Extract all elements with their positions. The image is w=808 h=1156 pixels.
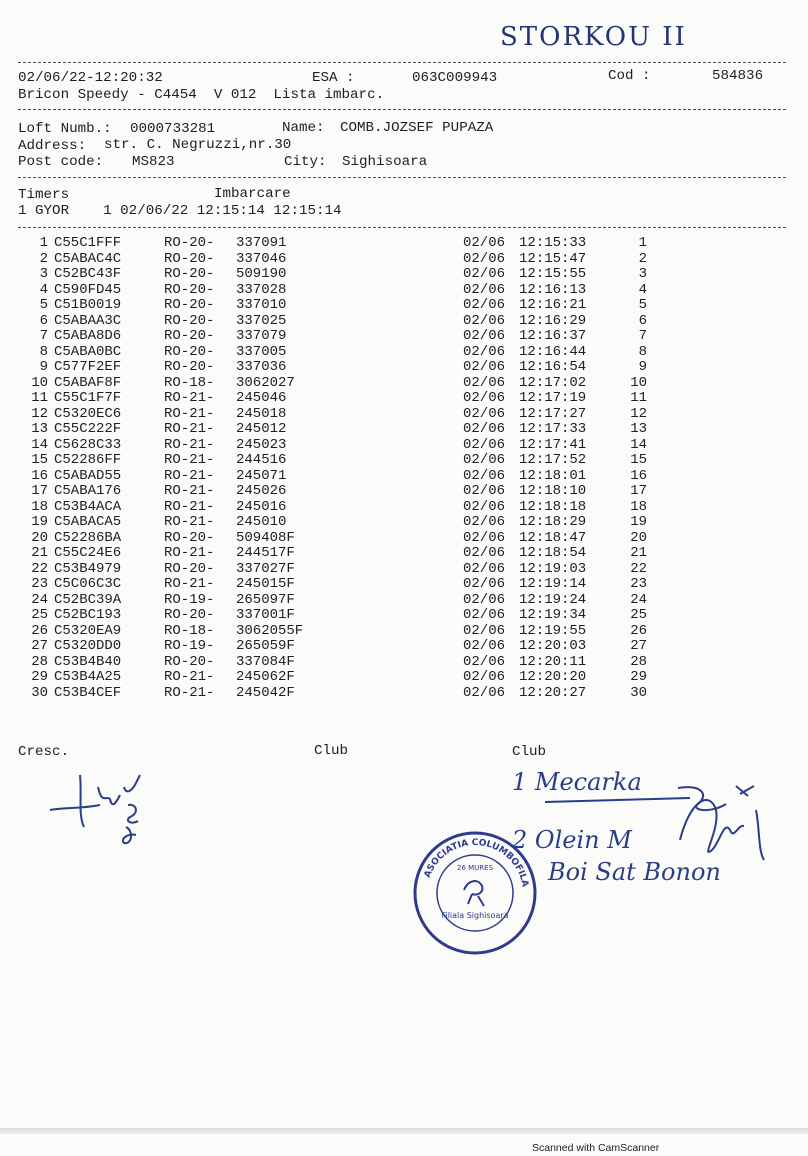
rank-number: 21: [630, 545, 647, 561]
arrival-time: 12:19:14: [519, 576, 587, 592]
arrival-date: 02/06: [463, 250, 506, 267]
rank-number: 25: [630, 607, 647, 623]
bird-row: [20, 500, 647, 516]
rank-number: 20: [630, 529, 647, 546]
arrival-time: 12:17:02: [519, 374, 587, 391]
rank-number: 26: [630, 622, 647, 639]
city-label: City:: [284, 154, 327, 170]
rank-number: 11: [630, 390, 647, 406]
stamp-inner-text: Filiala Sighisoara: [441, 911, 509, 920]
stamp-top-text: 26 MURES: [456, 864, 494, 872]
bird-row: [20, 531, 647, 547]
rank-number: 23: [630, 576, 647, 592]
chip-id: C5ABA176: [54, 483, 122, 499]
bird-row: [20, 298, 647, 314]
arrival-date: 02/06: [463, 591, 506, 608]
bird-row: [20, 422, 647, 438]
rank-number: 1: [638, 235, 647, 251]
arrival-date: 02/06: [463, 622, 506, 639]
bird-row: [20, 484, 647, 500]
arrival-date: 02/06: [463, 297, 506, 313]
cod-label: Cod :: [608, 68, 651, 84]
bird-number: 13: [31, 421, 48, 437]
chip-id: C53B4CEF: [54, 684, 122, 701]
chip-id: C55C1F7F: [54, 390, 122, 406]
bird-number: 27: [31, 638, 48, 654]
arrival-time: 12:20:03: [519, 638, 587, 654]
rank-number: 12: [630, 405, 647, 422]
arrival-date: 02/06: [463, 359, 506, 375]
chip-id: C590FD45: [54, 281, 122, 298]
arrival-time: 12:16:44: [519, 343, 587, 360]
chip-id: C577F2EF: [54, 359, 122, 375]
cresc-label: Cresc.: [18, 744, 70, 760]
ring-prefix: RO-21-: [164, 684, 215, 701]
ring-number: 509190: [236, 266, 287, 282]
club-signature-line-1: 1 Mecarka: [512, 768, 642, 796]
ring-number: 245015F: [236, 576, 295, 592]
bird-number: 24: [31, 591, 48, 608]
ring-prefix: RO-20-: [164, 359, 215, 375]
city-value: Sighisoara: [342, 154, 428, 170]
scan-edge: [0, 1128, 808, 1134]
ring-prefix: RO-20-: [164, 297, 215, 313]
chip-id: C52286BA: [54, 529, 122, 546]
arrival-date: 02/06: [463, 343, 506, 360]
address-label: Address:: [18, 138, 87, 154]
chip-id: C53B4B40: [54, 653, 122, 670]
club-signature-scribble: [660, 780, 780, 880]
bird-row: [20, 655, 647, 671]
arrival-time: 12:16:21: [519, 297, 587, 313]
ring-number: 245071: [236, 467, 287, 484]
ring-prefix: RO-20-: [164, 653, 215, 670]
ring-number: 337091: [236, 235, 287, 251]
chip-id: C5320EA9: [54, 622, 122, 639]
rank-number: 18: [630, 498, 647, 515]
bird-number: 7: [39, 328, 48, 344]
rank-number: 3: [638, 266, 647, 282]
arrival-time: 12:17:33: [519, 421, 587, 437]
arrival-date: 02/06: [463, 374, 506, 391]
ring-prefix: RO-21-: [164, 498, 215, 515]
chip-id: C5ABA0BC: [54, 343, 122, 360]
separator-line: [18, 62, 786, 63]
arrival-time: 12:16:54: [519, 359, 587, 375]
ring-number: 245046: [236, 390, 287, 406]
ring-prefix: RO-21-: [164, 545, 215, 561]
arrival-date: 02/06: [463, 498, 506, 515]
ring-prefix: RO-21-: [164, 452, 215, 468]
ring-number: 244517F: [236, 545, 295, 561]
ring-prefix: RO-18-: [164, 374, 215, 391]
club-stamp: [412, 830, 538, 956]
arrival-date: 02/06: [463, 421, 506, 437]
ring-number: 245010: [236, 514, 287, 530]
ring-prefix: RO-20-: [164, 607, 215, 623]
ring-prefix: RO-20-: [164, 343, 215, 360]
bird-row: [20, 608, 647, 624]
arrival-date: 02/06: [463, 235, 506, 251]
arrival-time: 12:20:11: [519, 653, 587, 670]
arrival-date: 02/06: [463, 390, 506, 406]
ring-prefix: RO-20-: [164, 328, 215, 344]
arrival-date: 02/06: [463, 576, 506, 592]
ring-prefix: RO-21-: [164, 390, 215, 406]
ring-prefix: RO-21-: [164, 405, 215, 422]
bird-row: [20, 314, 647, 330]
bird-row: [20, 515, 647, 531]
bird-row: [20, 562, 647, 578]
ring-number: 337010: [236, 297, 287, 313]
postcode-value: MS823: [132, 154, 175, 170]
arrival-time: 12:19:34: [519, 607, 587, 623]
ring-number: 245012: [236, 421, 287, 437]
bird-number: 6: [39, 312, 48, 329]
cod-value: 584836: [712, 68, 764, 84]
arrival-date: 02/06: [463, 653, 506, 670]
ring-number: 245062F: [236, 669, 295, 685]
bird-number: 12: [31, 405, 48, 422]
rank-number: 7: [638, 328, 647, 344]
arrival-date: 02/06: [463, 467, 506, 484]
chip-id: C53B4A25: [54, 669, 122, 685]
ring-number: 337046: [236, 250, 287, 267]
bird-number: 16: [31, 467, 48, 484]
bird-number: 20: [31, 529, 48, 546]
rank-number: 9: [638, 359, 647, 375]
bird-number: 25: [31, 607, 48, 623]
name-label: Name:: [282, 120, 325, 136]
bird-row: [20, 546, 647, 562]
arrival-date: 02/06: [463, 545, 506, 561]
arrival-time: 12:18:47: [519, 529, 587, 546]
rank-number: 4: [638, 281, 647, 298]
bird-number: 9: [39, 359, 48, 375]
chip-id: C5320EC6: [54, 405, 122, 422]
arrival-time: 12:17:19: [519, 390, 587, 406]
chip-id: C5628C33: [54, 436, 122, 453]
bird-row: [20, 453, 647, 469]
club-label: Club: [512, 744, 547, 760]
ring-number: 337001F: [236, 607, 295, 623]
arrival-time: 12:15:55: [519, 266, 587, 282]
loft-label: Loft Numb.:: [18, 121, 112, 137]
bird-row: [20, 639, 647, 655]
bird-number: 17: [31, 483, 48, 499]
bird-row: [20, 376, 647, 392]
bird-number: 5: [39, 297, 48, 313]
bird-row: [20, 345, 647, 361]
arrival-time: 12:16:37: [519, 328, 587, 344]
chip-id: C5ABACA5: [54, 514, 122, 530]
scanner-note: Scanned with CamScanner: [532, 1142, 660, 1154]
chip-id: C5ABA8D6: [54, 328, 122, 344]
bird-number: 8: [39, 343, 48, 360]
arrival-date: 02/06: [463, 638, 506, 654]
bird-row: [20, 469, 647, 485]
bird-row: [20, 236, 647, 252]
arrival-date: 02/06: [463, 312, 506, 329]
rank-number: 6: [638, 312, 647, 329]
rank-number: 24: [630, 591, 647, 608]
arrival-date: 02/06: [463, 452, 506, 468]
arrival-time: 12:17:41: [519, 436, 587, 453]
rank-number: 10: [630, 374, 647, 391]
ring-number: 3062055F: [236, 622, 304, 639]
arrival-time: 12:18:29: [519, 514, 587, 530]
arrival-time: 12:19:03: [519, 560, 587, 577]
bird-row: [20, 329, 647, 345]
stamp-outer-text: ASOCIATIA COLUMBOFILA: [422, 837, 530, 888]
loft-number: 0000733281: [130, 121, 216, 137]
bird-row: [20, 670, 647, 686]
bird-row: [20, 252, 647, 268]
rank-number: 16: [630, 467, 647, 484]
bird-number: 29: [31, 669, 48, 685]
chip-id: C53B4979: [54, 560, 122, 577]
separator-line: [18, 177, 786, 178]
imbarcare-label: Imbarcare: [214, 186, 291, 202]
ring-prefix: RO-20-: [164, 266, 215, 282]
arrival-date: 02/06: [463, 328, 506, 344]
postcode-label: Post code:: [18, 154, 104, 170]
bird-number: 18: [31, 498, 48, 515]
arrival-time: 12:18:54: [519, 545, 587, 561]
arrival-time: 12:19:55: [519, 622, 587, 639]
arrival-time: 12:16:13: [519, 281, 587, 298]
ring-prefix: RO-21-: [164, 483, 215, 499]
bird-number: 22: [31, 560, 48, 577]
arrival-time: 12:18:10: [519, 483, 587, 499]
ring-prefix: RO-18-: [164, 622, 215, 639]
bird-number: 3: [39, 266, 48, 282]
bird-number: 30: [31, 684, 48, 701]
ring-number: 245023: [236, 436, 287, 453]
ring-number: 337025: [236, 312, 287, 329]
bird-number: 15: [31, 452, 48, 468]
bird-number: 11: [31, 390, 48, 406]
chip-id: C51B0019: [54, 297, 122, 313]
timer-row: 1 GYOR 1 02/06/22 12:15:14 12:15:14: [18, 203, 342, 219]
chip-id: C55C222F: [54, 421, 122, 437]
arrival-time: 12:17:27: [519, 405, 587, 422]
chip-id: C5ABAF8F: [54, 374, 122, 391]
ring-prefix: RO-21-: [164, 467, 215, 484]
arrival-time: 12:18:01: [519, 467, 587, 484]
basketing-list-table: [20, 236, 647, 701]
ring-prefix: RO-21-: [164, 421, 215, 437]
ring-number: 337028: [236, 281, 287, 298]
ring-prefix: RO-20-: [164, 281, 215, 298]
ring-number: 337005: [236, 343, 287, 360]
chip-id: C52BC39A: [54, 591, 122, 608]
bird-row: [20, 686, 647, 702]
ring-number: 245018: [236, 405, 287, 422]
arrival-date: 02/06: [463, 266, 506, 282]
timers-label: Timers: [18, 187, 70, 203]
ring-number: 245016: [236, 498, 287, 515]
chip-id: C5ABAC4C: [54, 250, 122, 267]
ring-prefix: RO-19-: [164, 638, 215, 654]
arrival-date: 02/06: [463, 436, 506, 453]
ring-number: 245042F: [236, 684, 295, 701]
rank-number: 2: [638, 250, 647, 267]
arrival-time: 12:20:20: [519, 669, 587, 685]
ring-prefix: RO-21-: [164, 514, 215, 530]
bird-row: [20, 593, 647, 609]
esa-label: ESA :: [312, 70, 355, 86]
arrival-date: 02/06: [463, 560, 506, 577]
separator-line: [18, 109, 786, 110]
bird-number: 28: [31, 653, 48, 670]
chip-id: C55C24E6: [54, 545, 122, 561]
ring-prefix: RO-20-: [164, 250, 215, 267]
arrival-time: 12:19:24: [519, 591, 587, 608]
ring-prefix: RO-20-: [164, 312, 215, 329]
rank-number: 17: [630, 483, 647, 499]
arrival-date: 02/06: [463, 607, 506, 623]
chip-id: C55C1FFF: [54, 235, 122, 251]
bird-number: 23: [31, 576, 48, 592]
address-value: str. C. Negruzzi,nr.30: [104, 137, 292, 153]
arrival-date: 02/06: [463, 483, 506, 499]
ring-number: 3062027: [236, 374, 295, 391]
chip-id: C5ABAD55: [54, 467, 122, 484]
bird-row: [20, 360, 647, 376]
chip-id: C52BC193: [54, 607, 122, 623]
arrival-time: 12:15:33: [519, 235, 587, 251]
chip-id: C5C06C3C: [54, 576, 122, 592]
bird-row: [20, 577, 647, 593]
arrival-date: 02/06: [463, 514, 506, 530]
owner-name: COMB.JOZSEF PUPAZA: [340, 120, 494, 136]
breeder-signature: [40, 765, 170, 860]
rank-number: 13: [630, 421, 647, 437]
chip-id: C52BC43F: [54, 266, 122, 282]
ring-number: 337036: [236, 359, 287, 375]
ring-prefix: RO-21-: [164, 436, 215, 453]
bird-row: [20, 283, 647, 299]
ring-prefix: RO-21-: [164, 576, 215, 592]
rank-number: 8: [638, 343, 647, 360]
chip-id: C5320DD0: [54, 638, 122, 654]
bird-number: 21: [31, 545, 48, 561]
club-signature-line-2: 2 Olein M: [512, 826, 632, 854]
club-signature-line-3: Boi Sat Bonon: [548, 858, 721, 886]
arrival-date: 02/06: [463, 281, 506, 298]
handwritten-owner-name: STORKOU II: [500, 22, 687, 52]
arrival-time: 12:18:18: [519, 498, 587, 515]
chip-id: C5ABAA3C: [54, 312, 122, 329]
esa-value: 063C009943: [412, 70, 498, 86]
rank-number: 29: [630, 669, 647, 685]
header-datetime: 02/06/22-12:20:32: [18, 70, 163, 86]
rank-number: 27: [630, 638, 647, 654]
arrival-time: 12:17:52: [519, 452, 587, 468]
ring-number: 337084F: [236, 653, 295, 670]
ring-prefix: RO-20-: [164, 235, 215, 251]
bird-number: 26: [31, 622, 48, 639]
rank-number: 15: [630, 452, 647, 468]
arrival-time: 12:20:27: [519, 684, 587, 701]
rank-number: 30: [630, 684, 647, 701]
rank-number: 22: [630, 560, 647, 577]
ring-number: 265097F: [236, 591, 295, 608]
bird-row: [20, 267, 647, 283]
bird-number: 14: [31, 436, 48, 453]
club-label: Club: [314, 743, 349, 759]
arrival-date: 02/06: [463, 529, 506, 546]
ring-prefix: RO-20-: [164, 560, 215, 577]
arrival-time: 12:15:47: [519, 250, 587, 267]
bird-row: [20, 438, 647, 454]
bird-row: [20, 624, 647, 640]
ring-number: 265059F: [236, 638, 295, 654]
ring-number: 337027F: [236, 560, 295, 577]
device-line: Bricon Speedy - C4454 V 012 Lista imbarc.: [18, 87, 385, 103]
rank-number: 19: [630, 514, 647, 530]
rank-number: 14: [630, 436, 647, 453]
chip-id: C52286FF: [54, 452, 122, 468]
bird-row: [20, 391, 647, 407]
arrival-date: 02/06: [463, 684, 506, 701]
chip-id: C53B4ACA: [54, 498, 122, 515]
ring-number: 509408F: [236, 529, 295, 546]
bird-number: 2: [39, 250, 48, 267]
arrival-date: 02/06: [463, 405, 506, 422]
bird-number: 1: [39, 235, 48, 251]
arrival-time: 12:16:29: [519, 312, 587, 329]
bird-number: 10: [31, 374, 48, 391]
ring-number: 245026: [236, 483, 287, 499]
bird-number: 19: [31, 514, 48, 530]
bird-row: [20, 407, 647, 423]
ring-prefix: RO-21-: [164, 669, 215, 685]
rank-number: 28: [630, 653, 647, 670]
ring-number: 337079: [236, 328, 287, 344]
ring-number: 244516: [236, 452, 287, 468]
separator-line: [18, 227, 786, 228]
rank-number: 5: [638, 297, 647, 313]
arrival-date: 02/06: [463, 669, 506, 685]
bird-number: 4: [39, 281, 48, 298]
ring-prefix: RO-19-: [164, 591, 215, 608]
ring-prefix: RO-20-: [164, 529, 215, 546]
